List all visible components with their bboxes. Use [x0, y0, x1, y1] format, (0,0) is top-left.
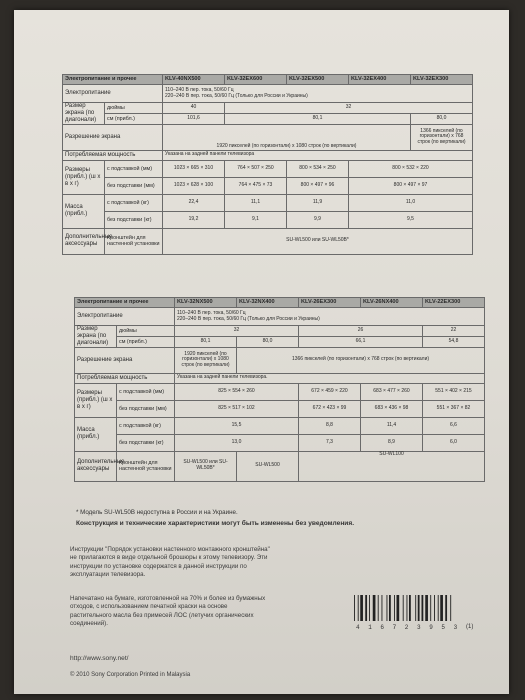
- header-cell: KLV-32NX500: [175, 298, 237, 308]
- cell: 672 × 459 × 220: [299, 383, 361, 400]
- table-header-row: [63, 75, 473, 85]
- cell: 13,0: [175, 434, 299, 451]
- table-row: [75, 400, 485, 417]
- cell: 6,6: [423, 417, 485, 434]
- cell: 80,1: [225, 113, 411, 124]
- cell: 7,3: [299, 434, 361, 451]
- table-row: [75, 383, 485, 400]
- header-cell: KLV-32NX400: [237, 298, 299, 308]
- cell: 9,5: [349, 211, 473, 228]
- header-cell: KLV-22EX300: [423, 298, 485, 308]
- table-row: [63, 211, 473, 228]
- row-label: Размеры (прибл.) (ш x в x г): [75, 383, 117, 417]
- row-sublabel: см (прибл.): [117, 336, 175, 347]
- document-page: [14, 10, 509, 694]
- header-cell: KLV-26EX300: [299, 298, 361, 308]
- header-cell: KLV-32EX300: [411, 75, 473, 85]
- row-value: 110–240 В пер. тока, 50/60 Гц 220–240 В пер. тока, 50/60 Гц (Только для России и Украины): [163, 85, 473, 103]
- barcode-suffix: (1): [466, 624, 474, 630]
- row-label: Дополнительные аксессуары: [75, 451, 117, 481]
- table-row: [63, 194, 473, 211]
- recycled-paper-paragraph: Напечатано на бумаге, изготовленной на 70% и более из бумажных отходов, с использованием печатной краски на основе растительного масла без примесей ЛОС (летучих органических соединений).: [70, 595, 266, 628]
- row-sublabel: дюймы: [105, 103, 163, 114]
- table-row: [75, 417, 485, 434]
- row-label: Масса (прибл.): [63, 194, 105, 228]
- table-row: [75, 308, 485, 326]
- spec-table-1: [62, 74, 473, 255]
- table-row: [75, 451, 485, 481]
- barcode-number: 4 1 6 7 2 3 9 5 3: [356, 624, 460, 631]
- cell: 11,0: [349, 194, 473, 211]
- table-row: [63, 150, 473, 160]
- cell: 11,4: [361, 417, 423, 434]
- cell: 551 × 402 × 215: [423, 383, 485, 400]
- cell: 15,5: [175, 417, 299, 434]
- table-row: [75, 347, 485, 373]
- header-cell: KLV-26NX400: [361, 298, 423, 308]
- cell: 80,0: [411, 113, 473, 124]
- row-label: Разрешение экрана: [75, 347, 175, 373]
- website-link[interactable]: http://www.sony.net/: [70, 655, 129, 662]
- copyright-text: © 2010 Sony Corporation Printed in Malaysia: [70, 672, 191, 678]
- table-row: [63, 228, 473, 254]
- cell: 825 × 517 × 102: [175, 400, 299, 417]
- row-sublabel: Кронштейн для настенной установки: [105, 228, 163, 254]
- table-header-row: [75, 298, 485, 308]
- cell: 8,8: [299, 417, 361, 434]
- row-label: Электропитание: [63, 85, 163, 103]
- table-row: [75, 336, 485, 347]
- cell: 32: [225, 103, 473, 114]
- cell: 825 × 554 × 260: [175, 383, 299, 400]
- cell: 1023 × 628 × 100: [163, 177, 225, 194]
- row-sublabel: без подставки (кг): [117, 434, 175, 451]
- row-label: Электропитание: [75, 308, 175, 326]
- cell: 551 × 367 × 82: [423, 400, 485, 417]
- row-sublabel: Кронштейн для настенной установки: [117, 451, 175, 481]
- row-value: Указана на задней панели телевизора.: [175, 373, 485, 383]
- row-sublabel: без подставки (мм): [117, 400, 175, 417]
- cell: 9,1: [225, 211, 287, 228]
- table-row: [75, 373, 485, 383]
- cell: 764 × 507 × 250: [225, 160, 287, 177]
- barcode-image: [354, 595, 474, 621]
- cell: 22,4: [163, 194, 225, 211]
- header-cell: KLV-32EX500: [287, 75, 349, 85]
- cell: 1920 пикселей (по горизонтали) x 1080 строк (по вертикали): [175, 347, 237, 373]
- table-row: [63, 160, 473, 177]
- cell: 80,1: [175, 336, 237, 347]
- table-row: [63, 124, 473, 150]
- cell: 800 × 532 × 220: [349, 160, 473, 177]
- row-sublabel: дюймы: [117, 326, 175, 337]
- cell: 101,6: [163, 113, 225, 124]
- cell: SU-WL500 или SU-WL50B*: [163, 228, 473, 254]
- row-value: 110–240 В пер. тока, 50/60 Гц 220–240 В пер. тока, 50/60 Гц (Только для России и Украины): [175, 308, 485, 326]
- row-sublabel: с подставкой (мм): [105, 160, 163, 177]
- cell: 800 × 534 × 250: [287, 160, 349, 177]
- row-sublabel: с подставкой (мм): [117, 383, 175, 400]
- row-label: Потребляемая мощность: [75, 373, 175, 383]
- row-label: Дополнительные аксессуары: [63, 228, 105, 254]
- row-sublabel: без подставки (кг): [105, 211, 163, 228]
- row-label: Размер экрана (по диагонали): [63, 103, 105, 125]
- cell: 764 × 475 × 73: [225, 177, 287, 194]
- row-value: Указана на задней панели телевизора: [163, 150, 473, 160]
- cell: 32: [175, 326, 299, 337]
- cell: 66,1: [299, 336, 423, 347]
- row-label: Потребляемая мощность: [63, 150, 163, 160]
- table-row: [63, 103, 473, 114]
- row-label: Размеры (прибл.) (ш x в x г): [63, 160, 105, 194]
- cell: 1023 × 665 × 310: [163, 160, 225, 177]
- cell: 80,0: [237, 336, 299, 347]
- cell: 9,9: [287, 211, 349, 228]
- cell: SU-WL500 или SU-WL50B*: [175, 451, 237, 481]
- cell: 26: [299, 326, 423, 337]
- table-row: [63, 113, 473, 124]
- cell: 672 × 423 × 99: [299, 400, 361, 417]
- footnote: * Модель SU-WL50B недоступна в России и на Украине.: [76, 509, 238, 516]
- cell: 8,9: [361, 434, 423, 451]
- cell: SU-WL500: [237, 451, 299, 481]
- row-sublabel: без подставки (мм): [105, 177, 163, 194]
- cell: 11,1: [225, 194, 287, 211]
- header-cell: Электропитание и прочее: [75, 298, 175, 308]
- cell: 22: [423, 326, 485, 337]
- row-sublabel: с подставкой (кг): [105, 194, 163, 211]
- cell: 800 × 497 × 96: [287, 177, 349, 194]
- header-cell: KLV-32EX600: [225, 75, 287, 85]
- row-label: Размер экрана (по диагонали): [75, 326, 117, 348]
- table-row: [63, 85, 473, 103]
- cell: 1920 пикселей (по горизонтали) x 1080 строк (по вертикали): [163, 124, 411, 150]
- header-cell: KLV-32EX400: [349, 75, 411, 85]
- header-cell: KLV-40NX500: [163, 75, 225, 85]
- cell: 1366 пикселей (по горизонтали) x 768 строк (по вертикали): [237, 347, 485, 373]
- cell: SU-WL100: [299, 451, 485, 481]
- spec-table-2: [74, 297, 485, 482]
- cell: 1366 пикселей (по горизонтали) x 768 строк (по вертикали): [411, 124, 473, 150]
- cell: 54,8: [423, 336, 485, 347]
- instructions-paragraph: Инструкции "Порядок установки настенного монтажного кронштейна" не прилагаются в виде отдельной брошюры к этому телевизору. Эти инструкции по установке содержатся в данной инструкции по эксплуатации телевизора.: [70, 546, 270, 579]
- table-row: [75, 326, 485, 337]
- cell: 800 × 497 × 97: [349, 177, 473, 194]
- cell: 40: [163, 103, 225, 114]
- cell: 6,0: [423, 434, 485, 451]
- cell: 683 × 477 × 260: [361, 383, 423, 400]
- cell: 683 × 436 × 98: [361, 400, 423, 417]
- row-sublabel: с подставкой (кг): [117, 417, 175, 434]
- table-row: [63, 177, 473, 194]
- row-label: Разрешение экрана: [63, 124, 163, 150]
- header-cell: Электропитание и прочее: [63, 75, 163, 85]
- table-row: [75, 434, 485, 451]
- cell: 19,2: [163, 211, 225, 228]
- row-sublabel: см (прибл.): [105, 113, 163, 124]
- change-notice: Конструкция и технические характеристики могут быть изменены без уведомления.: [76, 520, 355, 527]
- cell: 11,9: [287, 194, 349, 211]
- row-label: Масса (прибл.): [75, 417, 117, 451]
